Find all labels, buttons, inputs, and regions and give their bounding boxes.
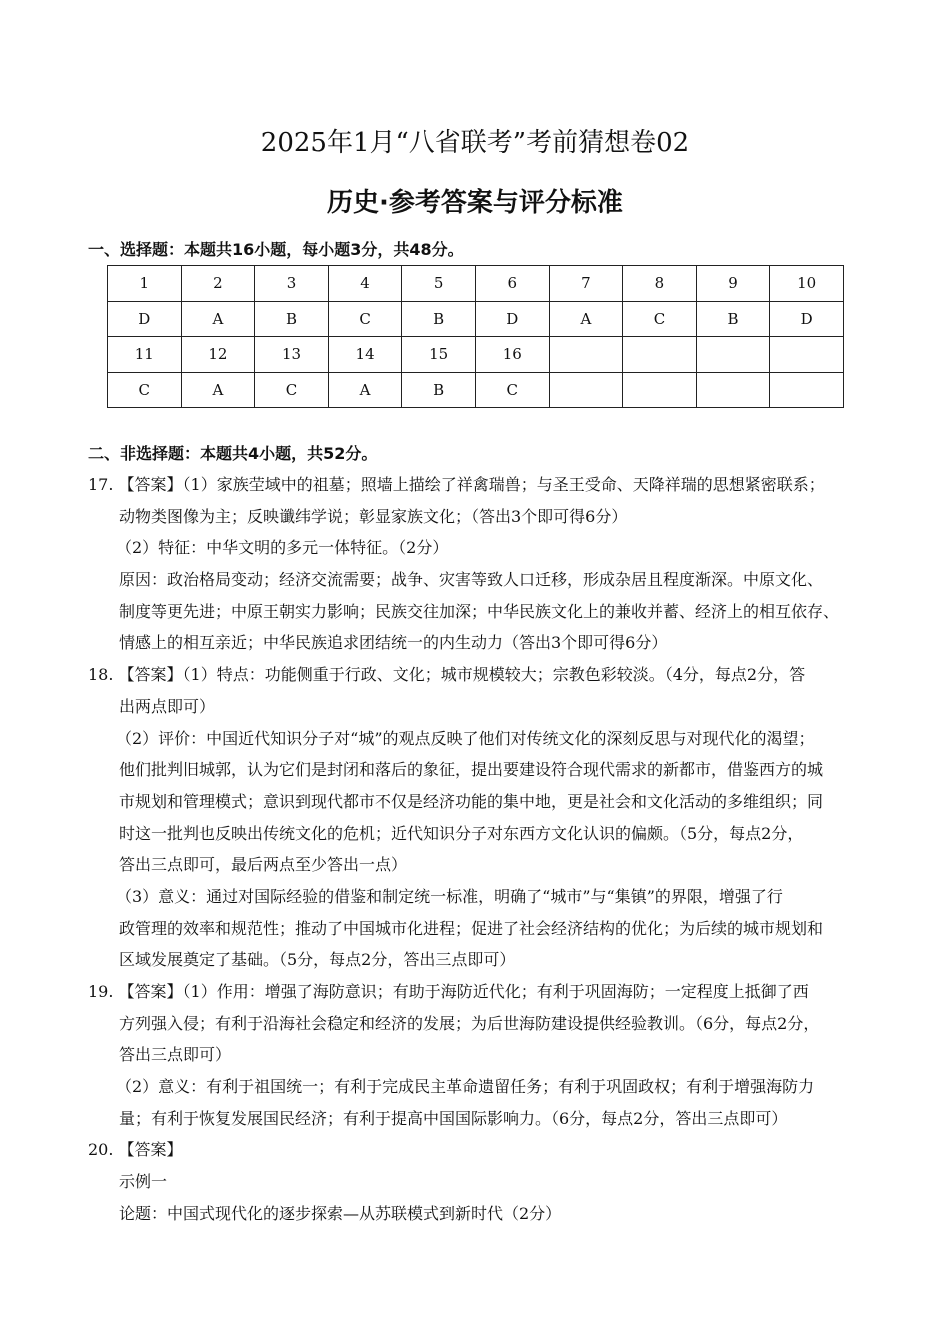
text-line: （2）意义：有利于祖国统一；有利于完成民主革命遗留任务；有利于巩固政权；有利于增强海防力	[116, 1077, 815, 1097]
table-cell: 12	[181, 337, 255, 373]
table-row	[108, 337, 844, 373]
table-cell	[623, 337, 697, 373]
table-cell: 4	[328, 266, 402, 302]
table-cell: 8	[623, 266, 697, 302]
text-line: 19. 【答案】（1）作用：增强了海防意识；有助于海防近代化；有利于巩固海防；一定程度上抵御了西	[88, 982, 809, 1001]
text-line: 18. 【答案】（1）特点：功能侧重于行政、文化；城市规模较大；宗教色彩较淡。（4分，每点2分，答	[88, 665, 806, 685]
text-line: 政管理的效率和规范性；推动了中国城市化进程；促进了社会经济结构的优化；为后续的城市规划和	[119, 918, 824, 938]
table-cell: B	[402, 372, 476, 408]
table-cell: D	[475, 301, 549, 337]
text-line: 答出三点即可）	[119, 1045, 232, 1065]
table-cell: 5	[402, 266, 476, 302]
table-cell: A	[549, 301, 623, 337]
table-cell: D	[108, 301, 182, 337]
table-cell	[696, 372, 770, 408]
text-line: 示例一	[119, 1172, 168, 1192]
table-cell	[549, 337, 623, 373]
text-line: 量；有利于恢复发展国民经济；有利于提高中国国际影响力。（6分，每点2分，答出三点即可）	[119, 1108, 788, 1128]
text-line: 区域发展奠定了基础。（5分，每点2分，答出三点即可）	[119, 950, 516, 970]
table-cell: 14	[328, 337, 402, 373]
table-cell: 9	[696, 266, 770, 302]
table-cell: C	[475, 372, 549, 408]
table-cell	[770, 337, 844, 373]
document-title: 2025年1月“八省联考”考前猜想卷02	[260, 128, 690, 158]
text-line: 制度等更先进；中原王朝实力影响；民族交往加深；中华民族文化上的兼收并蓄、经济上的相互依存、	[119, 601, 840, 621]
table-row	[108, 266, 844, 302]
table-cell: A	[181, 372, 255, 408]
answer-table	[107, 265, 844, 408]
table-cell: 11	[108, 337, 182, 373]
table-cell: C	[255, 372, 329, 408]
text-line: 答出三点即可，最后两点至少答出一点）	[119, 855, 408, 875]
text-line: 出两点即可）	[119, 696, 216, 716]
text-line: 市规划和管理模式；意识到现代都市不仅是经济功能的集中地，更是社会和文化活动的多维组织；同	[119, 791, 824, 811]
text-line: 时这一批判也反映出传统文化的危机；近代知识分子对东西方文化认识的偏颇。（5分，每点2分，	[119, 823, 804, 843]
table-cell: A	[328, 372, 402, 408]
text-line: 17. 【答案】（1）家族茔域中的祖墓；照墙上描绘了祥禽瑞兽；与圣王受命、天降祥瑞的思想紧密联系；	[88, 475, 825, 494]
table-cell: 16	[475, 337, 549, 373]
text-line: 20. 【答案】	[88, 1140, 183, 1160]
table-cell: 15	[402, 337, 476, 373]
table-cell: D	[770, 301, 844, 337]
section-heading-multiple-choice: 一、选择题：本题共16小题，每小题3分，共48分。	[88, 240, 464, 259]
section-heading-non-choice: 二、非选择题：本题共4小题，共52分。	[88, 444, 378, 463]
table-cell: 6	[475, 266, 549, 302]
table-cell: A	[181, 301, 255, 337]
table-cell: 1	[108, 266, 182, 302]
table-cell: B	[255, 301, 329, 337]
table-cell: 3	[255, 266, 329, 302]
text-line: 原因：政治格局变动；经济交流需要；战争、灾害等致人口迁移，形成杂居且程度渐深。中原文化、	[119, 570, 824, 590]
table-row	[108, 372, 844, 408]
text-line: （2）特征：中华文明的多元一体特征。（2分）	[116, 538, 449, 558]
table-cell	[623, 372, 697, 408]
text-line: 论题：中国式现代化的逐步探索—从苏联模式到新时代（2分）	[119, 1203, 562, 1223]
table-cell	[549, 372, 623, 408]
text-line: 他们批判旧城郭，认为它们是封闭和落后的象征，提出要建设符合现代需求的新都市，借鉴西方的城	[119, 760, 824, 780]
text-line: 动物类图像为主；反映谶纬学说；彰显家族文化；（答出3个即可得6分）	[119, 506, 628, 526]
text-line: 方列强入侵；有利于沿海社会稳定和经济的发展；为后世海防建设提供经验教训。（6分，每点2分，	[119, 1013, 820, 1033]
table-cell: 7	[549, 266, 623, 302]
table-cell: C	[623, 301, 697, 337]
table-cell: B	[402, 301, 476, 337]
table-cell: 13	[255, 337, 329, 373]
answer-body	[88, 469, 878, 1230]
document-subtitle: 历史·参考答案与评分标准	[327, 188, 623, 218]
text-line: （2）评价：中国近代知识分子对“城”的观点反映了他们对传统文化的深刻反思与对现代化的渴望；	[116, 728, 815, 748]
table-cell: C	[108, 372, 182, 408]
table-cell	[696, 337, 770, 373]
table-row	[108, 301, 844, 337]
table-cell	[770, 372, 844, 408]
table-cell: C	[328, 301, 402, 337]
text-line: （3）意义：通过对国际经验的借鉴和制定统一标准，明确了“城市”与“集镇”的界限，增强了行	[116, 886, 783, 906]
table-cell: B	[696, 301, 770, 337]
text-line: 情感上的相互亲近；中华民族追求团结统一的内生动力（答出3个即可得6分）	[119, 633, 668, 653]
table-cell: 2	[181, 266, 255, 302]
table-cell: 10	[770, 266, 844, 302]
